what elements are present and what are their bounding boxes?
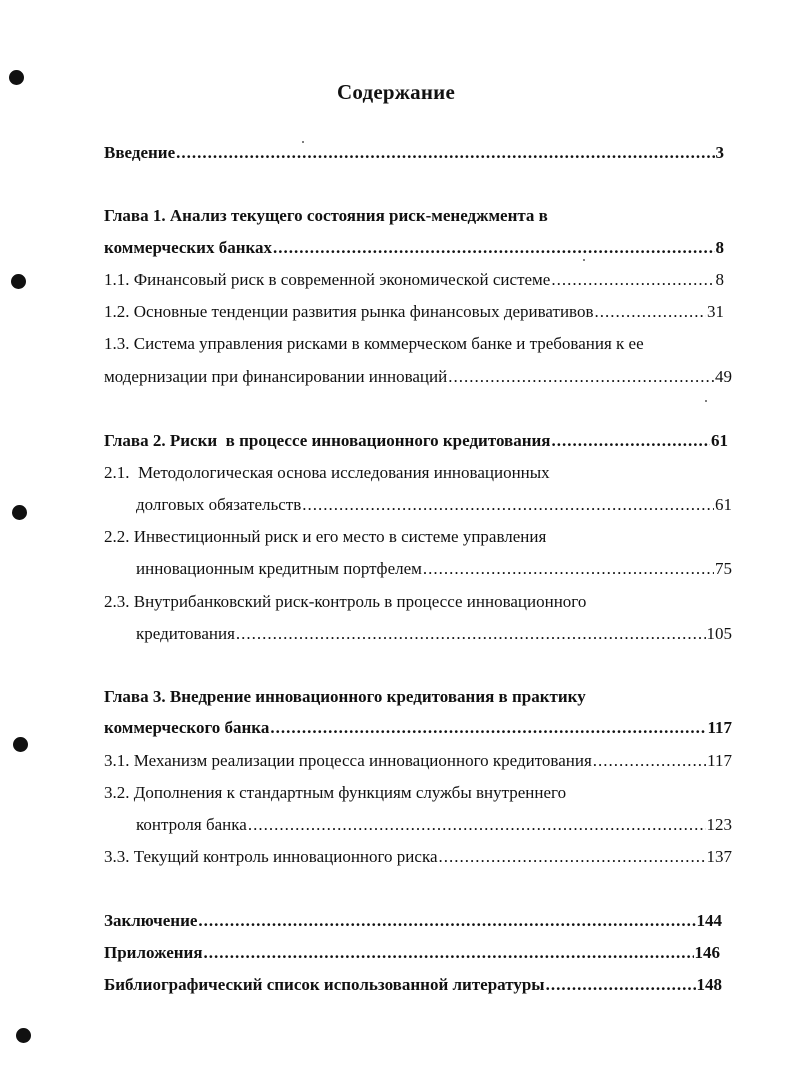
toc-label: коммерческих банках [104,238,273,257]
toc-entry-1-2 [104,301,724,325]
toc-leader [176,142,714,164]
toc-leader [448,366,714,388]
toc-entry-appendices [104,942,720,966]
toc-entry-3-2 [136,814,732,838]
toc-entry-1-3-line1: 1.3. Система управления рисками в коммерческом банке и требования к ее [104,334,644,353]
toc-label: долговых обязательств [136,495,302,514]
toc-label: кредитования [136,624,235,643]
toc-leader [248,814,706,836]
toc-entry-1-3 [104,366,732,390]
toc-leader [594,301,706,323]
toc-label: контроля банка [136,815,247,834]
toc-page-number: 31 [707,302,724,321]
toc-leader [236,623,706,645]
toc-entry-3-2-line1: 3.2. Дополнения к стандартным функциям службы внутреннего [104,783,567,802]
toc-entry-chapter-2 [104,430,728,454]
toc-entry-3-1 [104,750,732,774]
toc-page-number: 3 [715,143,724,162]
toc-label: инновационным кредитным портфелем [136,559,422,578]
toc-leader [593,750,706,772]
toc-label: Приложения [104,943,203,962]
toc-label: 1.1. Финансовый риск в современной экономической системе [104,270,551,289]
toc-label: коммерческого банка [104,718,270,737]
toc-entry-1-1 [104,269,724,293]
punch-hole-2 [11,274,26,289]
punch-hole-5 [16,1028,31,1043]
toc-label: 3.3. Текущий контроль инновационного риска [104,847,438,866]
toc-leader [273,237,714,259]
toc-page-number: 75 [715,559,732,578]
toc-leader [270,717,706,739]
toc-page-number: 61 [715,495,732,514]
toc-leader [551,269,714,291]
toc-page-number: 117 [707,751,732,770]
toc-label: модернизации при финансировании инноваций [104,367,448,386]
toc-entry-2-1 [136,494,732,518]
toc-leader [302,494,714,516]
toc-page-number: 123 [706,815,732,834]
toc-page-number: 117 [707,718,732,737]
toc-label: 1.2. Основные тенденции развития рынка финансовых деривативов [104,302,594,321]
toc-leader [423,558,714,580]
page-title: Содержание [337,80,455,104]
toc-label: Заключение [104,911,198,930]
toc-entry-2-1-line1: 2.1. Методологическая основа исследования инновационных [104,463,550,482]
toc-page-number: 49 [715,367,732,386]
scan-speck [705,400,707,402]
toc-label: Введение [104,143,176,162]
toc-entry-chapter-1 [104,237,724,261]
toc-leader [546,974,696,996]
toc-label: Глава 2. Риски в процессе инновационного кредитования [104,431,551,450]
toc-page-number: 8 [715,238,724,257]
toc-entry-chapter-3 [104,717,732,741]
toc-chapter-3-title: Глава 3. Внедрение инновационного кредитования в практику [104,687,586,706]
toc-entry-2-2-line1: 2.2. Инвестиционный риск и его место в системе управления [104,527,547,546]
toc-leader [439,846,706,868]
toc-chapter-1-title: Глава 1. Анализ текущего состояния риск-менеджмента в [104,206,548,225]
toc-label: Библиографический список использованной литературы [104,975,545,994]
toc-entry-3-3 [104,846,732,870]
toc-leader [552,430,710,452]
toc-leader [204,942,694,964]
toc-entry-introduction [104,142,724,166]
toc-leader [198,910,695,932]
toc-page-number: 61 [711,431,728,450]
toc-label: 3.1. Механизм реализации процесса инновационного кредитования [104,751,592,770]
punch-hole-4 [13,737,28,752]
toc-entry-2-3 [136,623,732,647]
toc-page-number: 148 [696,975,722,994]
toc-page-number: 144 [696,911,722,930]
toc-page-number: 137 [706,847,732,866]
toc-entry-conclusion [104,910,722,934]
toc-entry-2-3-line1: 2.3. Внутрибанковский риск-контроль в процессе инновационного [104,592,587,611]
toc-entry-2-2 [136,558,732,582]
toc-page-number: 146 [694,943,720,962]
toc-page-number: 8 [715,270,724,289]
toc-page-number: 105 [706,624,732,643]
punch-hole-3 [12,505,27,520]
toc-entry-bibliography [104,974,722,998]
